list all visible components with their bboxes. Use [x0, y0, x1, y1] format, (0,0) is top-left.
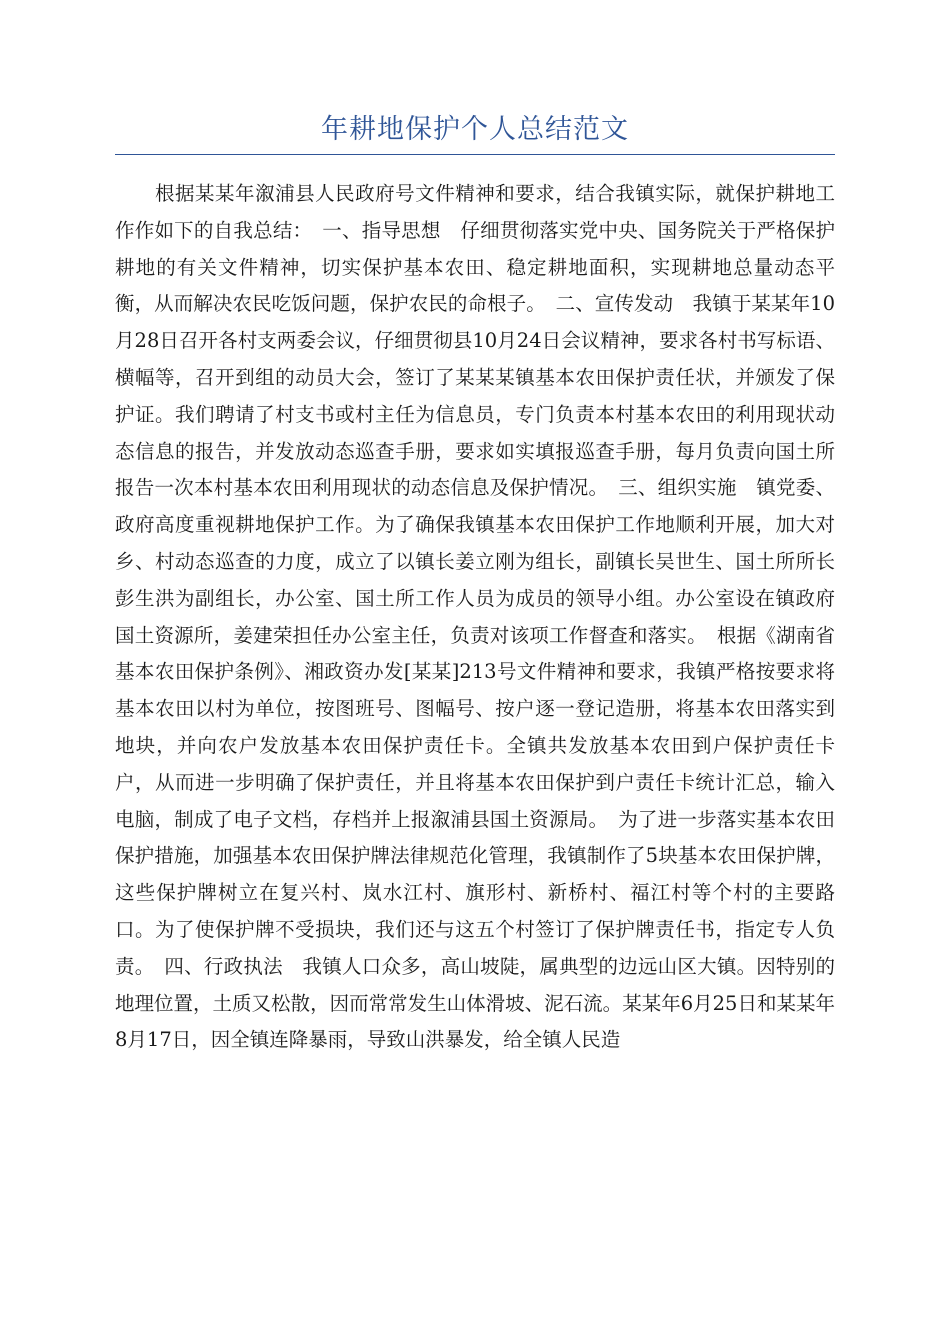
title-underline — [115, 154, 835, 155]
document-body-paragraph: 根据某某年溆浦县人民政府号文件精神和要求，结合我镇实际，就保护耕地工作作如下的自我总结： 一、指导思想 仔细贯彻落实党中央、国务院关于严格保护耕地的有关文件精神，切实保护基本农田、稳定耕地面积，实现耕地总量动态平衡，从而解决农民吃饭问题，保护农民的命根子。 二、宣传发动 我镇于某某年10月28日召开各村支两委会议，仔细贯彻县10月24日会议精神，要求各村书写标语、横幅等，召开到组的动员大会，签订了某某某镇基本农田保护责任状，并颁发了保护证。我们聘请了村支书或村主任为信息员，专门负责本村基本农田的利用现状动态信息的报告，并发放动态巡查手册，要求如实填报巡查手册，每月负责向国土所报告一次本村基本农田利用现状的动态信息及保护情况。 三、组织实施 镇党委、政府高度重视耕地保护工作。为了确保我镇基本农田保护工作地顺利开展，加大对乡、村动态巡查的力度，成立了以镇长姜立刚为组长，副镇长吴世生、国土所所长彭生洪为副组长，办公室、国土所工作人员为成员的领导小组。办公室设在镇政府国土资源所，姜建荣担任办公室主任，负责对该项工作督查和落实。 根据《湖南省基本农田保护条例》、湘政资办发[某某]213号文件精神和要求，我镇严格按要求将基本农田以村为单位，按图班号、图幅号、按户逐一登记造册，将基本农田落实到地块，并向农户发放基本农田保护责任卡。全镇共发放基本农田到户保护责任卡户，从而进一步明确了保护责任，并且将基本农田保护到户责任卡统计汇总，输入电脑，制成了电子文档，存档并上报溆浦县国土资源局。 为了进一步落实基本农田保护措施，加强基本农田保护牌法律规范化管理，我镇制作了5块基本农田保护牌，这些保护牌树立在复兴村、岚水江村、旗形村、新桥村、福江村等个村的主要路口。为了使保护牌不受损块，我们还与这五个村签订了保护牌责任书，指定专人负责。 四、行政执法 我镇人口众多，高山坡陡，属典型的边远山区大镇。因特别的地理位置，土质又松散，因而常常发生山体滑坡、泥石流。某某年6月25日和某某年8月17日，因全镇连降暴雨，导致山洪暴发，给全镇人民造 — [115, 182, 835, 1052]
document-title: 年耕地保护个人总结范文 — [321, 114, 629, 145]
